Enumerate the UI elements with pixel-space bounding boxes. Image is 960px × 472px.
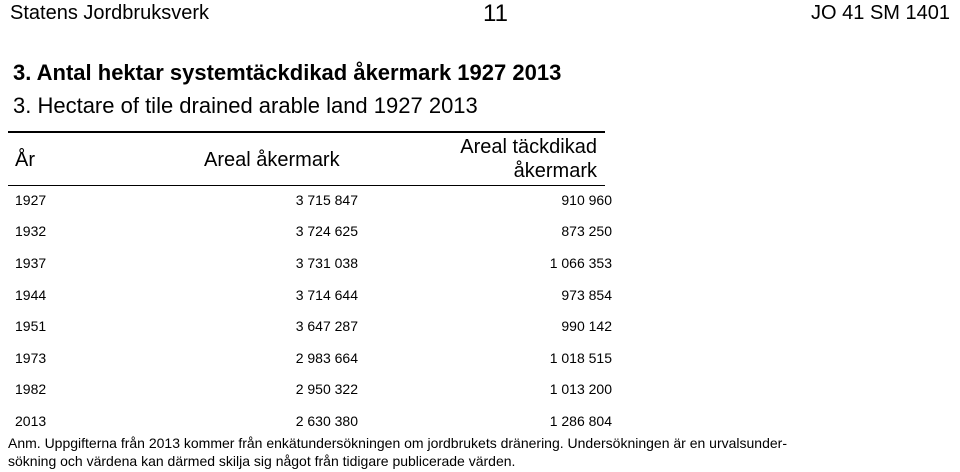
cell-drained: 1 286 804	[549, 413, 612, 429]
cell-area: 3 724 625	[295, 223, 358, 239]
cell-area: 2 630 380	[295, 413, 358, 429]
cell-area: 2 950 322	[295, 381, 358, 397]
column-header-drained-line2: åkermark	[513, 160, 597, 182]
cell-drained: 1 066 353	[549, 255, 612, 271]
cell-drained: 873 250	[561, 223, 612, 239]
column-header-drained-line1: Areal täckdikad	[460, 136, 597, 158]
cell-area: 3 715 847	[295, 192, 358, 208]
cell-drained: 990 142	[561, 318, 612, 334]
table-title-english: 3. Hectare of tile drained arable land 1927 2013	[13, 93, 478, 118]
cell-year: 1944	[15, 287, 47, 303]
cell-year: 2013	[15, 413, 47, 429]
cell-drained: 910 960	[561, 192, 612, 208]
cell-area: 3 714 644	[295, 287, 358, 303]
page-header	[10, 2, 950, 26]
cell-drained: 973 854	[561, 287, 612, 303]
cell-drained: 1 013 200	[549, 381, 612, 397]
organization-name: Statens Jordbruksverk	[10, 2, 209, 24]
cell-drained: 1 018 515	[549, 350, 612, 366]
cell-area: 3 647 287	[295, 318, 358, 334]
footnote-line2: sökning och värdena kan därmed skilja sig något från tidigare publicerade värden.	[8, 453, 516, 469]
cell-area: 3 731 038	[295, 255, 358, 271]
cell-area: 2 983 664	[295, 350, 358, 366]
column-header-area: Areal åkermark	[204, 149, 340, 171]
cell-year: 1932	[15, 223, 47, 239]
cell-year: 1937	[15, 255, 47, 271]
cell-year: 1927	[15, 192, 47, 208]
table-header-rule	[8, 185, 605, 186]
table-footnote	[8, 434, 958, 470]
table-title-swedish: 3. Antal hektar systemtäckdikad åkermark 1927 2013	[13, 60, 562, 85]
cell-year: 1951	[15, 318, 47, 334]
publication-series: JO 41 SM 1401	[811, 2, 950, 24]
cell-year: 1982	[15, 381, 47, 397]
column-header-year: År	[15, 149, 35, 171]
table-top-rule	[8, 131, 605, 133]
page-number: 11	[483, 0, 508, 27]
footnote-line1: Anm. Uppgifterna från 2013 kommer från enkätundersökningen om jordbrukets dränering. Undersökningen är en urvalsunder-	[8, 435, 787, 451]
cell-year: 1973	[15, 350, 47, 366]
column-header-drained	[430, 135, 597, 183]
